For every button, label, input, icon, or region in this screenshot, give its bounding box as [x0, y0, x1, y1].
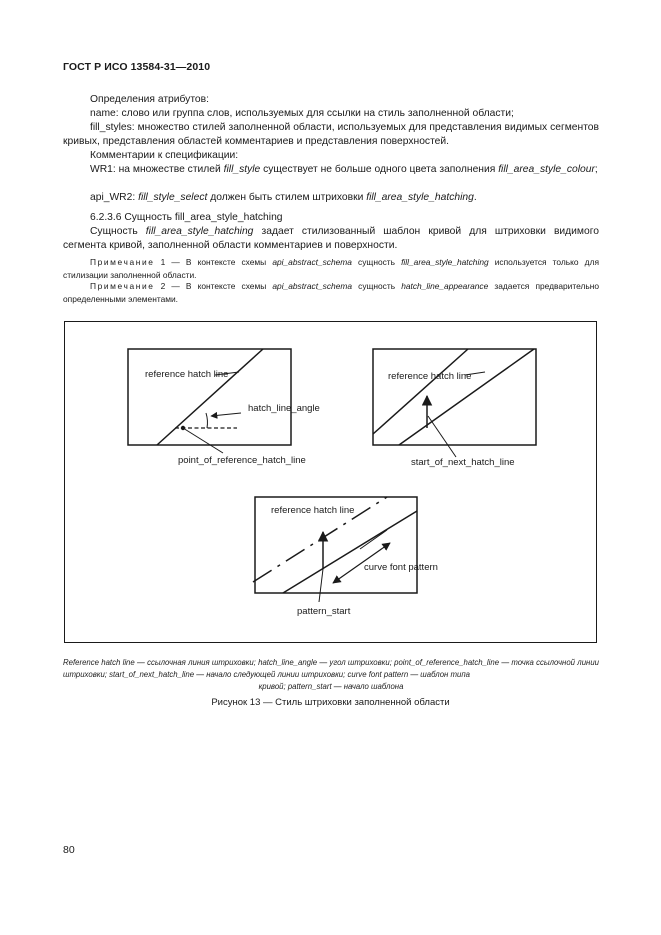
reference-hatch-line-3 [283, 511, 417, 593]
panel-curve-font [253, 497, 438, 617]
reference-hatch-line-2 [373, 349, 468, 434]
start-next-leader [428, 416, 456, 457]
figure-caption: Рисунок 13 — Стиль штриховки заполненной области [211, 697, 450, 708]
note-1: Примечание 1 — В контексте схемы api_abstract_schema сущность fill_area_style_hatching используется только для стилизации заполненной области. [63, 257, 599, 280]
panel-2-border [373, 349, 536, 445]
note-2: Примечание 2 — В контексте схемы api_abstract_schema сущность hatch_line_appearance задается предварительно определенными элементами. [63, 281, 599, 304]
label-start-of-next: start_of_next_hatch_line [411, 457, 515, 468]
figure-frame [64, 321, 597, 643]
page-number: 80 [63, 844, 75, 856]
section-title: 6.2.3.6 Сущность fill_area_style_hatching [90, 212, 283, 223]
angle-arc [206, 413, 207, 428]
fill-styles-definition: fill_styles: множество стилей заполненной области, используемых для представления видимых сегментов кривых, представления областей комментариев и представления поверхностей. [63, 122, 599, 147]
reference-hatch-line-1 [157, 349, 263, 445]
panel-hatch-angle [128, 349, 320, 466]
label-point-of-reference: point_of_reference_hatch_line [178, 455, 306, 466]
section-body: Сущность fill_area_style_hatching задает стилизованный шаблон кривой для штриховки видимого сегмента кривой, заполненной области комментариев и поверхности. [63, 226, 599, 251]
label-curve-font-pattern: curve font pattern [364, 562, 438, 573]
wr1-rule: WR1: на множестве стилей fill_style существует не больше одного цвета заполнения fill_area_style_colour; [90, 164, 598, 175]
wr2-rule: api_WR2: fill_style_select должен быть стилем штриховки fill_area_style_hatching. [90, 192, 477, 203]
angle-leader [211, 413, 241, 416]
panel-next-line [373, 349, 536, 468]
label-pattern-start: pattern_start [297, 606, 351, 617]
legend-line-2: кривой; pattern_start — начало шаблона [258, 682, 404, 691]
pattern-start-leader [319, 569, 323, 602]
hatching-diagram [65, 322, 598, 644]
label-reference-hatch-line-3: reference hatch line [271, 505, 355, 516]
document-header: ГОСТ Р ИСО 13584-31—2010 [63, 61, 211, 73]
label-reference-hatch-line-2: reference hatch line [388, 371, 472, 382]
figure-legend [63, 657, 599, 693]
label-hatch-line-angle: hatch_line_angle [248, 403, 320, 414]
reference-point-leader [183, 428, 223, 453]
ref-line-leader-3 [360, 530, 387, 549]
attr-defs-title: Определения атрибутов: [90, 94, 209, 105]
spec-comments-title: Комментарии к спецификации: [90, 150, 239, 161]
name-definition: name: слово или группа слов, используемых для ссылки на стиль заполненной области; [90, 108, 514, 119]
legend-line-1: Reference hatch line — ссылочная линия штриховки; hatch_line_angle — угол штриховки; point_of_reference_hatch_line — точка ссылочной линии штриховки; start_of_next_hatch_line — начало следующей линии штриховки; curve font pattern — шаблон типа [63, 658, 599, 679]
label-reference-hatch-line-1: reference hatch line [145, 369, 229, 380]
next-hatch-line [399, 349, 534, 445]
